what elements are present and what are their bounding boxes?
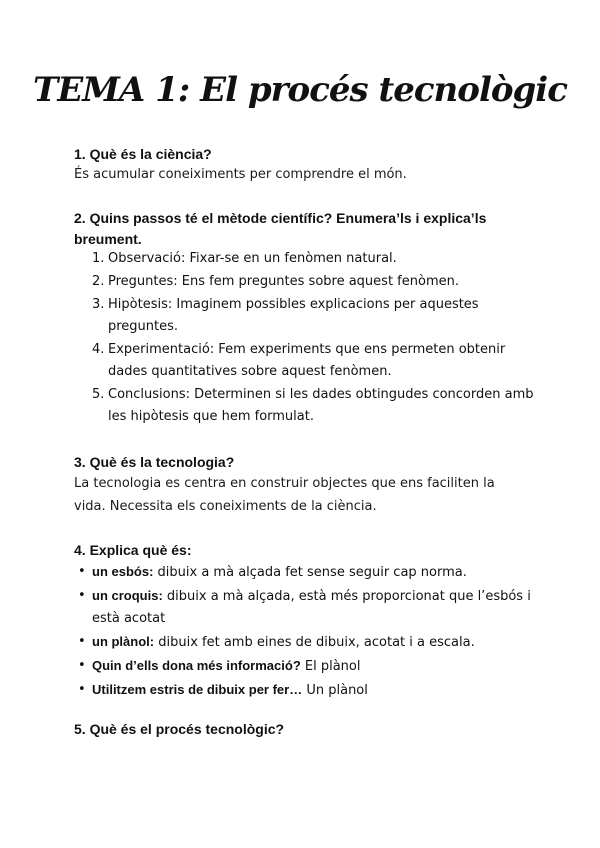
question-1: 1. Què és la ciència? — [74, 146, 212, 162]
item-text: dibuix a mà alçada, està més proporcionat que l’esbós i està acotat — [92, 589, 531, 626]
answer-1: És acumular coneiximents per comprendre el món. — [74, 167, 407, 182]
question-5: 5. Què és el procés tecnològic? — [74, 721, 285, 737]
step-text: Observació: Fixar-se en un fenòmen natural. — [108, 251, 397, 266]
step-number: 1. — [92, 251, 105, 266]
list-item — [74, 271, 534, 293]
list-item — [74, 248, 534, 270]
item-text: dibuix a mà alçada fet sense seguir cap norma. — [153, 565, 467, 580]
definitions-list — [74, 561, 534, 703]
item-term: Utilitzem estris de dibuix per fer… — [92, 682, 303, 697]
method-steps-list — [74, 248, 534, 429]
item-text: Un plànol — [302, 683, 368, 698]
list-item — [74, 561, 534, 584]
item-term: un esbós: — [92, 564, 154, 579]
step-number: 5. — [92, 387, 105, 402]
page-title: TEMA 1: El procés tecnològic — [33, 70, 567, 110]
item-term: Quin d’ells dona més informació? — [92, 658, 301, 673]
question-3: 3. Què és la tecnologia? — [74, 454, 235, 470]
question-2: 2. Quins passos té el mètode científic? Enumera’ls i explica’ls breument. — [74, 210, 487, 247]
step-text: Preguntes: Ens fem preguntes sobre aquest fenòmen. — [108, 274, 459, 289]
bullet: • — [78, 634, 86, 649]
bullet: • — [78, 564, 86, 579]
step-text: Experimentació: Fem experiments que ens permeten obtenir dades quantitatives sobre aquest fenòmen. — [108, 342, 506, 379]
item-text: dibuix fet amb eines de dibuix, acotat i a escala. — [154, 635, 475, 650]
list-item — [74, 679, 534, 702]
list-item — [74, 339, 534, 383]
list-item — [74, 585, 534, 630]
step-text: Conclusions: Determinen si les dades obtingudes concorden amb les hipòtesis que hem formulat. — [108, 387, 534, 424]
answer-3: La tecnologia es centra en construir objectes que ens faciliten la vida. Necessita els coneiximents de la ciència. — [74, 476, 495, 514]
item-term: un croquis: — [92, 588, 163, 603]
list-item — [74, 294, 534, 338]
step-text: Hipòtesis: Imaginem possibles explicacions per aquestes preguntes. — [108, 297, 479, 334]
list-item — [74, 384, 534, 428]
item-term: un plànol: — [92, 634, 155, 649]
bullet: • — [78, 588, 86, 603]
bullet: • — [78, 658, 86, 673]
question-4: 4. Explica què és: — [74, 542, 192, 558]
item-text: El plànol — [300, 659, 361, 674]
step-number: 4. — [92, 342, 105, 357]
list-item — [74, 631, 534, 654]
bullet: • — [78, 682, 86, 697]
step-number: 2. — [92, 274, 105, 289]
step-number: 3. — [92, 297, 105, 312]
list-item — [74, 655, 534, 678]
